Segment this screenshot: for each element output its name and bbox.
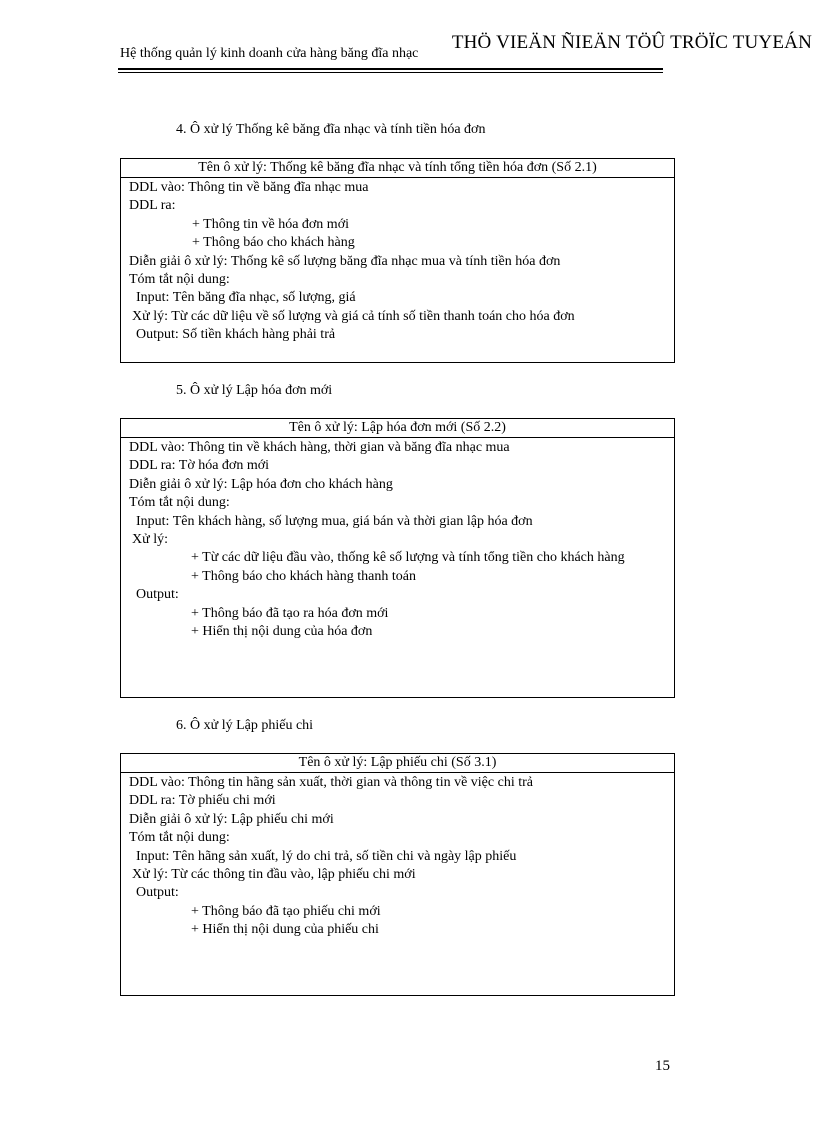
process-line: DDL vào: Thông tin về băng đĩa nhạc mua [129, 180, 369, 195]
header-rule-thin [118, 72, 663, 73]
process-line: Input: Tên hãng sản xuất, lý do chi trả, số tiền chi và ngày lập phiếu [136, 848, 517, 864]
process-line: Output: Số tiền khách hàng phải trả [136, 327, 336, 343]
process-box-2-1 [120, 158, 675, 363]
process-line: DDL vào: Thông tin về khách hàng, thời gian và băng đĩa nhạc mua [129, 440, 510, 455]
process-line: Xử lý: Từ các dữ liệu về số lượng và giá cả tính số tiền thanh toán cho hóa đơn [132, 308, 575, 324]
process-line: DDL ra: Tờ phiếu chi mới [129, 793, 276, 809]
process-line: Output: [136, 885, 179, 901]
process-line: Output: [136, 587, 179, 603]
process-line: Diễn giải ô xử lý: Lập phiếu chi mới [129, 811, 334, 827]
process-box-2-2 [120, 418, 675, 698]
process-line: + Thông báo đã tạo phiếu chi mới [191, 903, 381, 919]
process-box-title: Tên ô xử lý: Thống kê băng đĩa nhạc và tính tổng tiền hóa đơn (Số 2.1) [121, 159, 674, 178]
process-line: Input: Tên băng đĩa nhạc, số lượng, giá [136, 290, 356, 306]
section-4-heading: 4. Ô xử lý Thống kê băng đĩa nhạc và tính tiền hóa đơn [176, 122, 486, 137]
process-line: + Thông báo cho khách hàng thanh toán [191, 568, 416, 584]
section-5-heading: 5. Ô xử lý Lập hóa đơn mới [176, 383, 333, 398]
process-line: Diễn giải ô xử lý: Lập hóa đơn cho khách hàng [129, 476, 393, 492]
process-line: DDL ra: [129, 198, 176, 214]
process-line: Xử lý: Từ các thông tin đầu vào, lập phiếu chi mới [132, 867, 416, 883]
process-line: Input: Tên khách hàng, số lượng mua, giá bán và thời gian lập hóa đơn [136, 513, 533, 529]
process-line: + Thông báo cho khách hàng [192, 235, 355, 251]
section-6-heading: 6. Ô xử lý Lập phiếu chi [176, 718, 314, 733]
process-line: Diễn giải ô xử lý: Thống kê số lượng băng đĩa nhạc mua và tính tiền hóa đơn [129, 253, 561, 269]
page-number: 15 [655, 1058, 670, 1074]
process-box-3-1 [120, 753, 675, 996]
document-header-title: Hệ thống quản lý kinh doanh cửa hàng băng đĩa nhạc [120, 46, 419, 61]
process-box-title: Tên ô xử lý: Lập phiếu chi (Số 3.1) [121, 754, 674, 773]
process-line: DDL ra: Tờ hóa đơn mới [129, 458, 270, 474]
process-line: + Từ các dữ liệu đầu vào, thống kê số lượng và tính tổng tiền cho khách hàng [191, 550, 625, 566]
process-line: Xử lý: [132, 532, 168, 548]
process-line: + Thông tin về hóa đơn mới [192, 216, 349, 232]
process-line: + Thông báo đã tạo ra hóa đơn mới [191, 605, 389, 621]
process-line: DDL vào: Thông tin hãng sản xuất, thời gian và thông tin về việc chi trả [129, 775, 533, 790]
process-line: Tóm tắt nội dung: [129, 272, 230, 288]
process-line: Tóm tắt nội dung: [129, 830, 230, 846]
process-line: + Hiển thị nội dung của hóa đơn [191, 624, 373, 640]
header-rule [118, 68, 663, 70]
process-box-title: Tên ô xử lý: Lập hóa đơn mới (Số 2.2) [121, 419, 674, 438]
library-watermark: THÖ VIEÄN ÑIEÄN TÖÛ TRÖÏC TUYEÁN [451, 32, 812, 53]
process-line: + Hiển thị nội dung của phiếu chi [191, 922, 379, 938]
process-line: Tóm tắt nội dung: [129, 495, 230, 511]
